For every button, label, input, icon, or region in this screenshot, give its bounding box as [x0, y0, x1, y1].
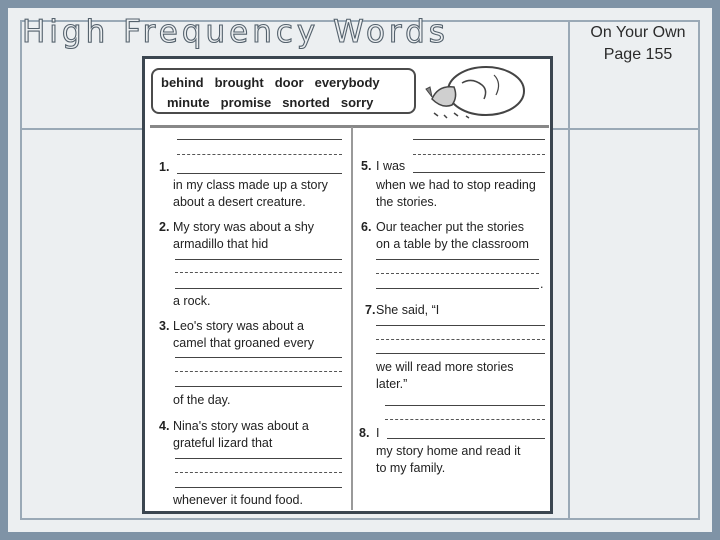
- question-2-number: 2.: [159, 220, 170, 234]
- page-reference: [578, 22, 698, 66]
- question-2-line-1: My story was about a shy: [173, 220, 315, 234]
- word-bank-word: behind: [161, 75, 204, 90]
- question-3-line-2: camel that groaned every: [173, 336, 315, 350]
- question-4-number: 4.: [159, 419, 170, 433]
- grid-line-bottom: [20, 518, 700, 520]
- column-divider: [351, 127, 353, 510]
- answer-line: [175, 458, 342, 459]
- question-3-line-3: of the day.: [173, 393, 231, 407]
- word-bank: [151, 68, 416, 114]
- grid-line-right: [698, 20, 700, 520]
- answer-line: [376, 325, 545, 326]
- slide-title: High Frequency Words: [22, 14, 449, 50]
- question-5-number: 5.: [361, 159, 372, 173]
- answer-line: [177, 139, 342, 140]
- answer-line-dashed: [175, 371, 342, 372]
- question-6-end: .: [540, 277, 544, 291]
- question-2-line-3: a rock.: [173, 294, 211, 308]
- question-7-line-2: later.”: [376, 377, 408, 391]
- word-bank-row-1: [161, 75, 380, 90]
- question-8-prefix: I: [376, 426, 380, 440]
- question-2-line-2: armadillo that hid: [173, 237, 269, 251]
- question-5-line-2: the stories.: [376, 195, 438, 209]
- page-reference-line2: Page 155: [603, 46, 673, 63]
- word-bank-word: sorry: [340, 95, 374, 110]
- question-4-line-3: whenever it found food.: [173, 493, 303, 507]
- word-bank-word: everybody: [314, 75, 380, 90]
- answer-line: [385, 405, 545, 406]
- question-6-line-1: Our teacher put the stories: [376, 220, 524, 234]
- answer-line: [175, 259, 342, 260]
- answer-line: [376, 288, 539, 289]
- word-bank-row-2: [167, 95, 373, 110]
- word-bank-word: door: [274, 75, 304, 90]
- rule-bar-thick: [150, 125, 549, 128]
- armadillo-illustration: [424, 61, 544, 125]
- answer-line-dashed: [175, 272, 342, 273]
- question-7-number: 7.: [365, 303, 376, 317]
- question-1-line-2: about a desert creature.: [173, 195, 306, 209]
- question-4-line-2: grateful lizard that: [173, 436, 273, 450]
- question-7-line-1: we will read more stories: [376, 360, 514, 374]
- answer-line: [387, 438, 545, 439]
- answer-line-dashed: [413, 154, 545, 155]
- question-1-line-1: in my class made up a story: [173, 178, 328, 192]
- answer-line-dashed: [177, 154, 342, 155]
- grid-line-mid: [568, 20, 570, 520]
- answer-line: [175, 357, 342, 358]
- question-8-line-1: my story home and read it: [376, 444, 521, 458]
- answer-line-dashed: [376, 339, 545, 340]
- answer-line: [376, 353, 545, 354]
- answer-line-dashed: [376, 273, 539, 274]
- word-bank-word: promise: [220, 95, 272, 110]
- question-4-line-1: Nina's story was about a: [173, 419, 309, 433]
- answer-line: [175, 288, 342, 289]
- answer-line-dashed: [175, 472, 342, 473]
- question-6-line-2: on a table by the classroom: [376, 237, 529, 251]
- question-5-line-1: when we had to stop reading: [376, 178, 536, 192]
- word-bank-word: snorted: [282, 95, 330, 110]
- answer-line: [175, 487, 342, 488]
- word-bank-word: brought: [214, 75, 264, 90]
- question-3-number: 3.: [159, 319, 170, 333]
- grid-line-left: [20, 20, 22, 520]
- question-8-line-2: to my family.: [376, 461, 446, 475]
- answer-line: [175, 386, 342, 387]
- question-1-number: 1.: [159, 160, 170, 174]
- answer-line: [376, 259, 539, 260]
- answer-line: [177, 173, 342, 174]
- word-bank-word: minute: [167, 95, 210, 110]
- question-5-prefix: I was: [376, 159, 406, 173]
- page-reference-line1: On Your Own: [590, 24, 686, 41]
- question-6-number: 6.: [361, 220, 372, 234]
- answer-line-dashed: [385, 419, 545, 420]
- question-8-number: 8.: [359, 426, 370, 440]
- worksheet: [142, 56, 553, 514]
- answer-line: [413, 172, 545, 173]
- question-3-line-1: Leo's story was about a: [173, 319, 304, 333]
- question-7-prefix: She said, “I: [376, 303, 440, 317]
- answer-line: [413, 139, 545, 140]
